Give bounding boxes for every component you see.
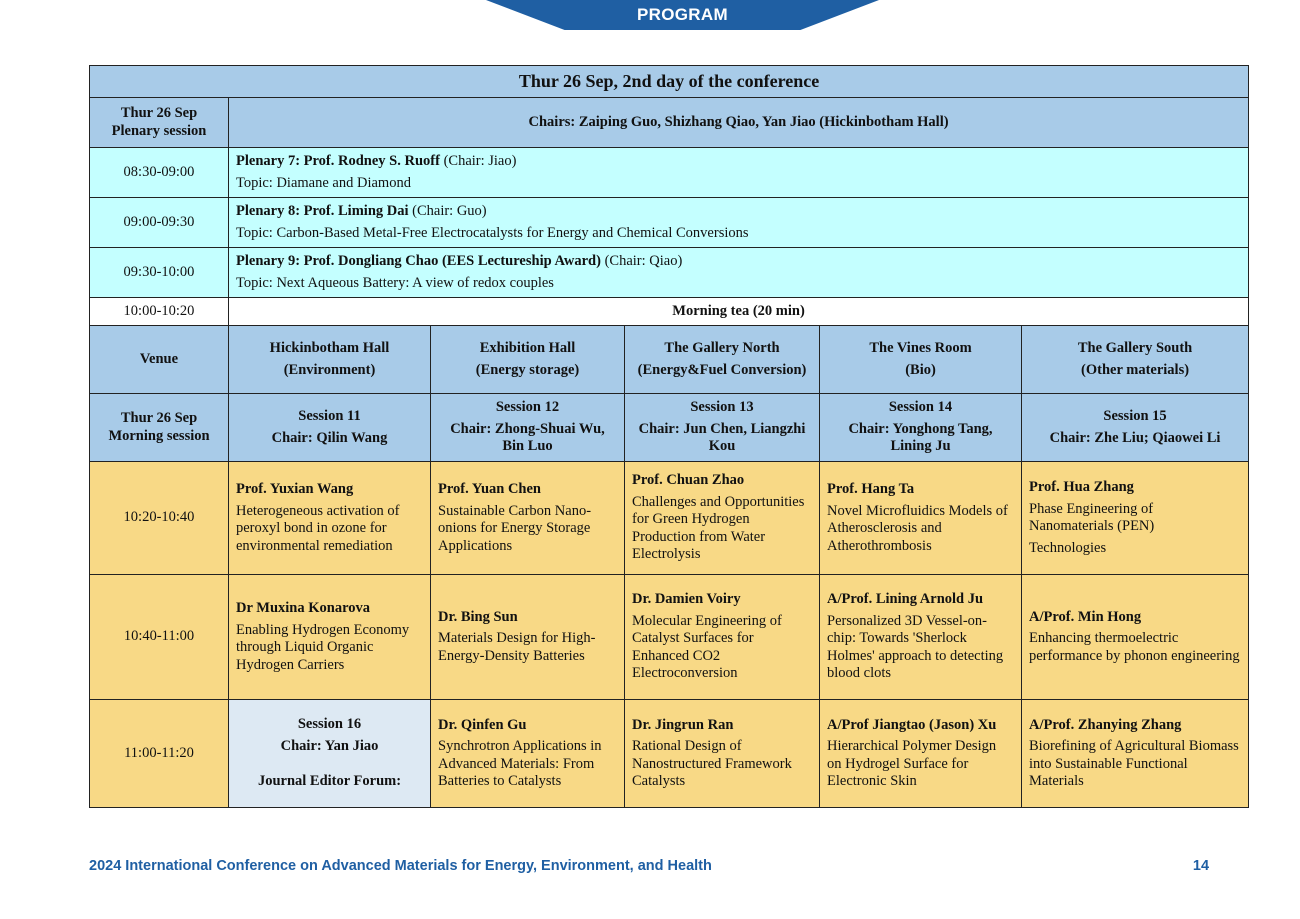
- speaker-name: Prof. Yuxian Wang: [236, 481, 354, 497]
- program-table: [89, 65, 1249, 808]
- time-cell: 10:00-10:20: [90, 298, 229, 326]
- time-cell: 09:30-10:00: [90, 248, 229, 298]
- plenary-cell: [229, 198, 1249, 248]
- morning-session-label: Thur 26 Sep Morning session: [90, 394, 229, 462]
- talk-cell: [431, 462, 625, 575]
- journal-editor-forum: Journal Editor Forum:: [257, 773, 402, 790]
- plenary-speaker: Plenary 7: Prof. Rodney S. Ruoff: [236, 153, 440, 169]
- talk-title: Novel Microfluidics Models of Atherosclerosis and Atherothrombosis: [827, 502, 1008, 554]
- talk-cell: [1022, 462, 1249, 575]
- talk-title: Sustainable Carbon Nano-onions for Energy Storage Applications: [438, 502, 592, 554]
- morning-tea: Morning tea (20 min): [229, 298, 1249, 326]
- time-cell: 09:00-09:30: [90, 198, 229, 248]
- talk-cell: [625, 700, 820, 808]
- plenary-topic: Topic: Next Aqueous Battery: A view of redox couples: [236, 274, 554, 291]
- talk-cell: [431, 575, 625, 700]
- speaker-name: Dr. Damien Voiry: [632, 591, 741, 608]
- page-number: 14: [1192, 858, 1210, 874]
- talk-cell: [820, 700, 1022, 808]
- talk-cell: [229, 575, 431, 700]
- talk-cell: [431, 700, 625, 808]
- footer-conference-name: 2024 International Conference on Advanced Materials for Energy, Environment, and Health: [89, 858, 712, 874]
- session-11: Session 11 Chair: Qilin Wang: [229, 394, 431, 462]
- talk-title-continued: Technologies: [1029, 539, 1107, 556]
- talk-cell: [820, 462, 1022, 575]
- speaker-name: A/Prof. Zhanying Zhang: [1029, 716, 1182, 733]
- plenary-row: [90, 198, 1249, 248]
- talk-title: Phase Engineering of Nanomaterials (PEN): [1029, 500, 1155, 534]
- session-16: [229, 700, 431, 808]
- talk-title: Enhancing thermoelectric performance by phonon engineering: [1029, 630, 1240, 664]
- session-12: Session 12 Chair: Zhong-Shuai Wu, Bin Luo: [431, 394, 625, 462]
- talk-title: Molecular Engineering of Catalyst Surfaces for Enhanced CO2 Electroconversion: [632, 612, 782, 682]
- plenary-row: [90, 248, 1249, 298]
- talk-row: [90, 700, 1249, 808]
- talk-row: [90, 575, 1249, 700]
- venue-exhibition: Exhibition Hall (Energy storage): [431, 326, 625, 394]
- program-header-label: PROGRAM: [637, 5, 728, 24]
- venue-gallery-north: The Gallery North (Energy&Fuel Conversion): [625, 326, 820, 394]
- plenary-topic: Topic: Carbon-Based Metal-Free Electrocatalysts for Energy and Chemical Conversions: [236, 224, 749, 241]
- talk-cell: [229, 462, 431, 575]
- plenary-session-label: Thur 26 Sep Plenary session: [90, 98, 229, 148]
- session-16-chair: Chair: Yan Jiao: [280, 737, 379, 754]
- plenary-chairs: Chairs: Zaiping Guo, Shizhang Qiao, Yan Jiao (Hickinbotham Hall): [229, 98, 1249, 148]
- session-row: [90, 394, 1249, 462]
- speaker-name: Dr. Bing Sun: [438, 608, 518, 625]
- plenary-chair: (Chair: Guo): [408, 203, 487, 219]
- talk-row: [90, 462, 1249, 575]
- time-cell: 08:30-09:00: [90, 148, 229, 198]
- talk-title: Rational Design of Nanostructured Framework Catalysts: [632, 738, 792, 789]
- talk-cell: [1022, 700, 1249, 808]
- speaker-name: Prof. Hua Zhang: [1029, 479, 1134, 495]
- speaker-name: A/Prof. Lining Arnold Ju: [827, 591, 984, 608]
- speaker-name: Dr. Qinfen Gu: [438, 716, 527, 733]
- talk-title: Enabling Hydrogen Economy through Liquid Organic Hydrogen Carriers: [236, 621, 410, 673]
- plenary-speaker: Plenary 8: Prof. Liming Dai: [236, 203, 409, 219]
- speaker-name: A/Prof. Min Hong: [1029, 608, 1142, 625]
- talk-title: Personalized 3D Vessel-on-chip: Towards 'Sherlock Holmes' approach to detecting blood clots: [827, 612, 1004, 682]
- session-14: Session 14 Chair: Yonghong Tang, Lining Ju: [820, 394, 1022, 462]
- plenary-chair: (Chair: Jiao): [439, 153, 517, 169]
- time-cell: 10:40-11:00: [90, 575, 229, 700]
- session-16-title: Session 16: [297, 716, 362, 733]
- speaker-name: Prof. Chuan Zhao: [632, 472, 745, 489]
- venue-vines-room: The Vines Room (Bio): [820, 326, 1022, 394]
- session-15: Session 15 Chair: Zhe Liu; Qiaowei Li: [1022, 394, 1249, 462]
- plenary-cell: [229, 148, 1249, 198]
- speaker-name: Prof. Yuan Chen: [438, 481, 542, 497]
- talk-title: Materials Design for High-Energy-Density Batteries: [438, 630, 596, 664]
- talk-cell: [625, 462, 820, 575]
- talk-title: Heterogeneous activation of peroxyl bond in ozone for environmental remediation: [236, 502, 400, 554]
- plenary-topic: Topic: Diamane and Diamond: [236, 174, 411, 191]
- talk-title: Hierarchical Polymer Design on Hydrogel Surface for Electronic Skin: [827, 738, 997, 789]
- time-cell: 10:20-10:40: [90, 462, 229, 575]
- venue-label: Venue: [90, 326, 229, 394]
- talk-cell: [1022, 575, 1249, 700]
- talk-cell: [625, 575, 820, 700]
- plenary-speaker: Plenary 9: Prof. Dongliang Chao (EES Lectureship Award): [236, 253, 601, 269]
- plenary-cell: [229, 248, 1249, 298]
- speaker-name: Prof. Hang Ta: [827, 481, 915, 497]
- speaker-name: Dr Muxina Konarova: [236, 600, 371, 616]
- talk-title: Challenges and Opportunities for Green Hydrogen Production from Water Electrolysis: [632, 493, 805, 563]
- talk-title: Synchrotron Applications in Advanced Materials: From Batteries to Catalysts: [438, 738, 602, 789]
- plenary-chair: (Chair: Qiao): [600, 253, 683, 269]
- day-title: Thur 26 Sep, 2nd day of the conference: [90, 66, 1249, 98]
- speaker-name: A/Prof Jiangtao (Jason) Xu: [827, 716, 997, 733]
- plenary-row: [90, 148, 1249, 198]
- time-cell: 11:00-11:20: [90, 700, 229, 808]
- talk-title: Biorefining of Agricultural Biomass into Sustainable Functional Materials: [1029, 738, 1239, 789]
- session-13: Session 13 Chair: Jun Chen, Liangzhi Kou: [625, 394, 820, 462]
- speaker-name: Dr. Jingrun Ran: [632, 716, 734, 733]
- venue-row: [90, 326, 1249, 394]
- venue-gallery-south: The Gallery South (Other materials): [1022, 326, 1249, 394]
- venue-hickinbotham: Hickinbotham Hall (Environment): [229, 326, 431, 394]
- talk-cell: [820, 575, 1022, 700]
